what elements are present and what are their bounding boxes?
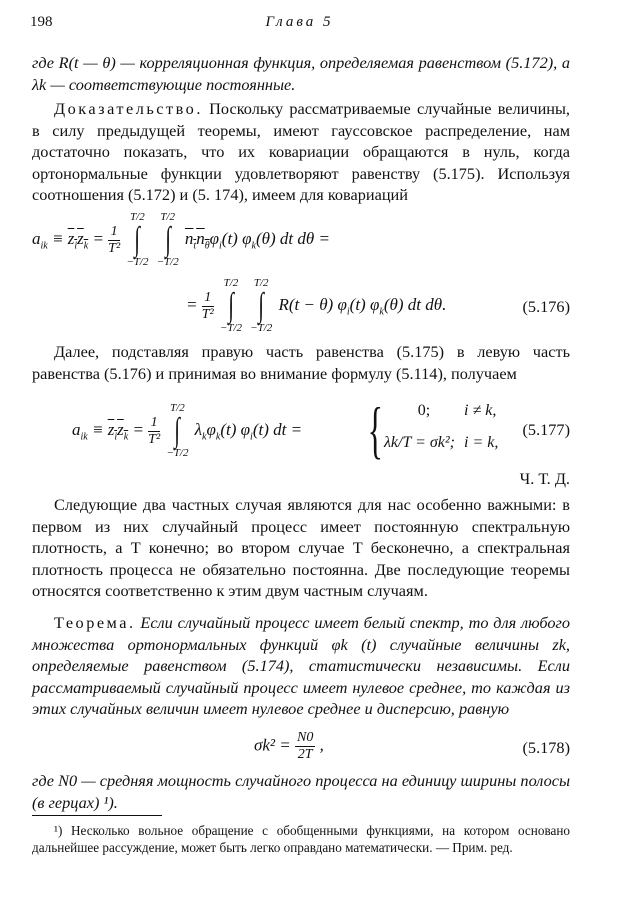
cases-brace: { — [367, 394, 384, 465]
proof-paragraph — [32, 98, 570, 206]
running-header — [30, 14, 569, 34]
equation-176-line2: = $\frac{1}{\text{T²}}$ T/2 ∫ −T/2 T/2 ∫ −T/2 R(t − θ) $\varphi_i(t)$ $\varphi_k(\theta)$ dt dθ. — [186, 277, 447, 334]
equation-number-177: (5.177) — [522, 420, 570, 439]
qed-mark: Ч. Т. Д. — [519, 469, 570, 488]
paragraph-3: Следующие два частных случая являются для нас особенно важными: в первом из них случайный процесс имеет постоянную спектральную плотность, а T конечно; во втором случае T бесконечно, а спектральная плотность процесса не обязательно постоянна. Две последующие теоремы относятся соответственно к этим двум частным случаям. — [32, 495, 570, 600]
equation-176-line1: $a_{ik} \equiv z_iz_k$ = $\frac{1}{\text{T²}}$ T/2 ∫ −T/2 T/2 ∫ −T/2 $n_tn_\theta\varphi_i(t)$ $\varphi_k(\theta)$ dt dθ = — [32, 211, 330, 268]
page-number: 198 — [30, 14, 53, 30]
theorem-label: Теорема. — [54, 613, 136, 632]
paragraph-2: Далее, подставляя правую часть равенства (5.175) в левую часть равенства (5.176) и принимая во внимание формулу (5.114), получаем — [32, 342, 570, 383]
proof-text: Поскольку рассматриваемые случайные величины, в силу предыдущей теоремы, имеют гауссовское распределение, нам достаточно показать, что их ковариации обращаются в нуль, когда ортонормальные функции удовлетворяют равенству (5.175). Используя соотношения (5.172) и (5. 174), имеем для ковариаций — [32, 99, 570, 204]
paragraph-4: где N0 — средняя мощность случайного процесса на единицу ширины полосы (в герцах) ¹). — [32, 771, 570, 812]
equation-177: $a_{ik} \equiv z_iz_k$ = $\frac{1}{\text{T²}}$ T/2 ∫ −T/2 $\lambda_k\varphi_k(t)$ $\varphi_i(t)$ dt = — [72, 402, 303, 459]
proof-label: Доказательство. — [54, 99, 203, 118]
footnote-rule — [32, 815, 162, 816]
equation-178: σk² = $\frac{N0}{2T}$ , — [254, 730, 324, 762]
equation-number-176: (5.176) — [522, 297, 570, 316]
equation-number-178: (5.178) — [522, 738, 570, 757]
theorem-text: Если случайный процесс имеет белый спектр, то для любого множества ортонормальных функций φk (t) случайные величины zk, определяемые равенством (5.174), статистически независимы. Если рассматриваемый случайный процесс имеет нулевое среднее, то каждая из этих случайных величин имеет нулевое среднее и дисперсию, равную — [32, 613, 570, 718]
theorem-paragraph — [32, 612, 570, 720]
intro-paragraph: где R(t — θ) — корреляционная функция, определяемая равенством (5.172), а λk — соответствующие постоянные. — [32, 53, 570, 94]
case-2: λk/T = σk²; i = k, — [384, 434, 499, 451]
footnote: ¹) Несколько вольное обращение с обобщенными функциями, на котором основано дальнейшее рассуждение, может быть легко оправдано математически. — Прим. ред. — [32, 823, 570, 855]
chapter-title: Глава 5 — [265, 14, 334, 30]
case-1: 0; i ≠ k, — [417, 402, 497, 419]
